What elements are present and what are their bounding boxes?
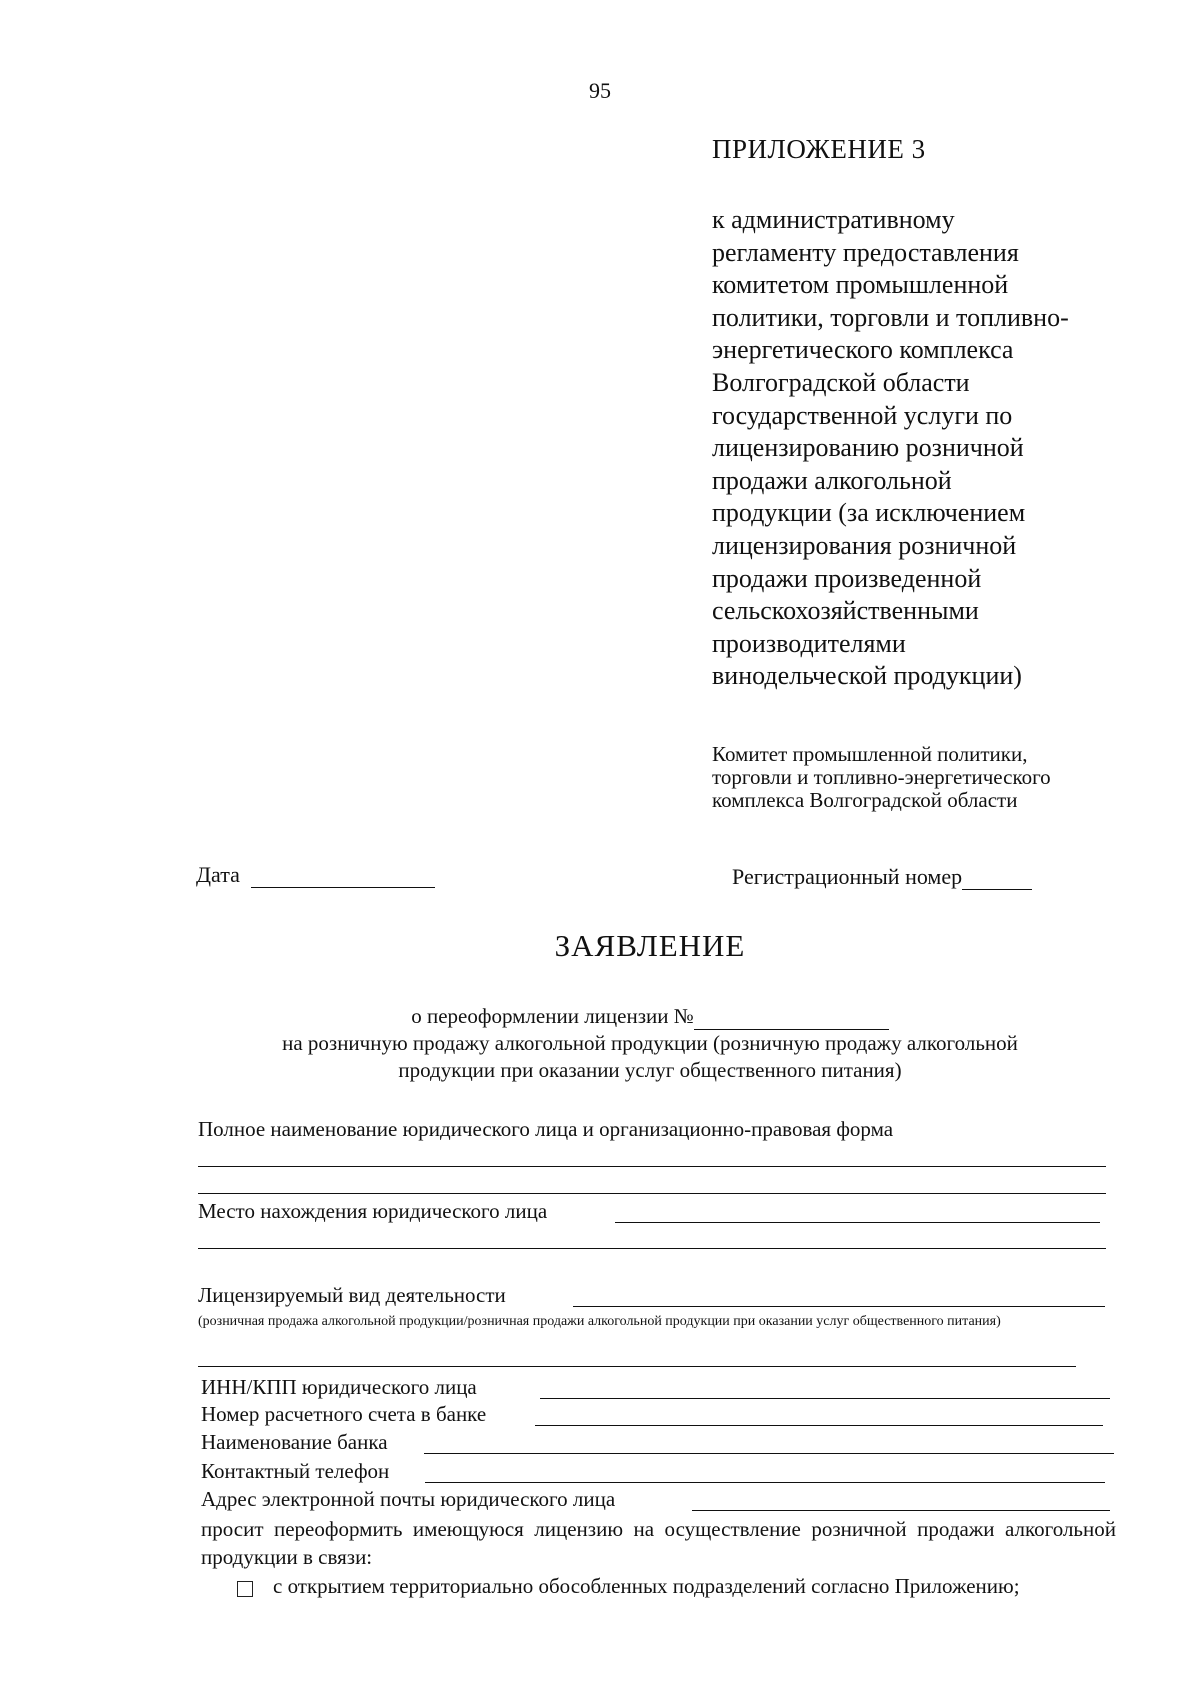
subtitle-line-2: на розничную продажу алкогольной продукции (розничную продажу алкогольной <box>282 1031 1018 1055</box>
phone-line[interactable] <box>425 1482 1105 1483</box>
subtitle-line-1 <box>100 1003 1200 1030</box>
legal-name-line-2[interactable] <box>198 1193 1106 1194</box>
inn-kpp-label: ИНН/КПП юридического лица <box>201 1375 477 1399</box>
subtitle-license-label: о переоформлении лицензии № <box>411 1004 694 1028</box>
appendix-line: продажи произведенной <box>712 563 982 593</box>
activity-line-2[interactable] <box>198 1366 1076 1367</box>
location-line-2[interactable] <box>198 1248 1106 1249</box>
location-label: Место нахождения юридического лица <box>198 1199 548 1223</box>
appendix-line: продажи алкогольной <box>712 465 952 495</box>
legal-name-line-1[interactable] <box>198 1166 1106 1167</box>
activity-note: (розничная продажа алкогольной продукции/розничная продажи алкогольной продукции при оказании услуг общественного питания) <box>198 1314 1001 1329</box>
bank-label: Наименование банка <box>201 1430 388 1454</box>
appendix-line: производителями <box>712 628 906 658</box>
reg-number-field <box>732 864 1032 890</box>
activity-label: Лицензируемый вид деятельности <box>198 1283 506 1307</box>
phone-label: Контактный телефон <box>201 1459 390 1483</box>
appendix-description <box>712 204 1069 693</box>
subtitle-line-3: продукции при оказании услуг общественного питания) <box>398 1058 902 1082</box>
request-text: просит переоформить имеющуюся лицензию на осуществление розничной продажи алкогольной продукции в связи: <box>201 1517 1116 1569</box>
appendix-line: продукции (за исключением <box>712 498 1026 528</box>
inn-kpp-line[interactable] <box>540 1398 1110 1399</box>
appendix-line: лицензированию розничной <box>712 433 1024 463</box>
appendix-line: к административному <box>712 205 955 234</box>
appendix-line: Волгоградской области <box>712 367 970 397</box>
email-label: Адрес электронной почты юридического лица <box>201 1487 616 1511</box>
appendix-line: лицензирования розничной <box>712 530 1017 560</box>
appendix-line: винодельческой продукции) <box>712 661 1022 691</box>
date-field <box>196 862 435 888</box>
appendix-line: регламенту предоставления <box>712 237 1019 267</box>
recipient-line: торговли и топливно-энергетического <box>712 765 1051 789</box>
appendix-title: ПРИЛОЖЕНИЕ 3 <box>712 134 926 164</box>
document-subtitle <box>100 1003 1200 1084</box>
activity-line-1[interactable] <box>573 1306 1105 1307</box>
option-label: с открытием территориально обособленных подразделений согласно Приложению; <box>273 1574 1020 1598</box>
account-line[interactable] <box>535 1425 1103 1426</box>
recipient-block <box>712 743 1051 812</box>
bank-line[interactable] <box>424 1453 1114 1454</box>
location-line-1[interactable] <box>615 1222 1100 1223</box>
date-blank[interactable] <box>251 869 435 888</box>
appendix-line: сельскохозяйственными <box>712 596 979 626</box>
appendix-line: энергетического комплекса <box>712 335 1014 365</box>
recipient-line: Комитет промышленной политики, <box>712 742 1028 766</box>
appendix-line: комитетом промышленной <box>712 270 1009 300</box>
email-line[interactable] <box>692 1510 1110 1511</box>
legal-name-label: Полное наименование юридического лица и организационно-правовая форма <box>198 1117 894 1141</box>
date-label: Дата <box>196 862 240 887</box>
option-checkbox[interactable] <box>237 1581 253 1597</box>
document-title: ЗАЯВЛЕНИЕ <box>554 928 746 963</box>
recipient-line: комплекса Волгоградской области <box>712 788 1018 812</box>
reg-number-label: Регистрационный номер <box>732 864 963 889</box>
license-number-blank[interactable] <box>694 1011 889 1030</box>
account-label: Номер расчетного счета в банке <box>201 1402 487 1426</box>
page-number: 95 <box>589 78 611 103</box>
appendix-line: политики, торговли и топливно- <box>712 302 1069 332</box>
appendix-line: государственной услуги по <box>712 400 1013 430</box>
reg-number-blank[interactable] <box>962 871 1032 890</box>
